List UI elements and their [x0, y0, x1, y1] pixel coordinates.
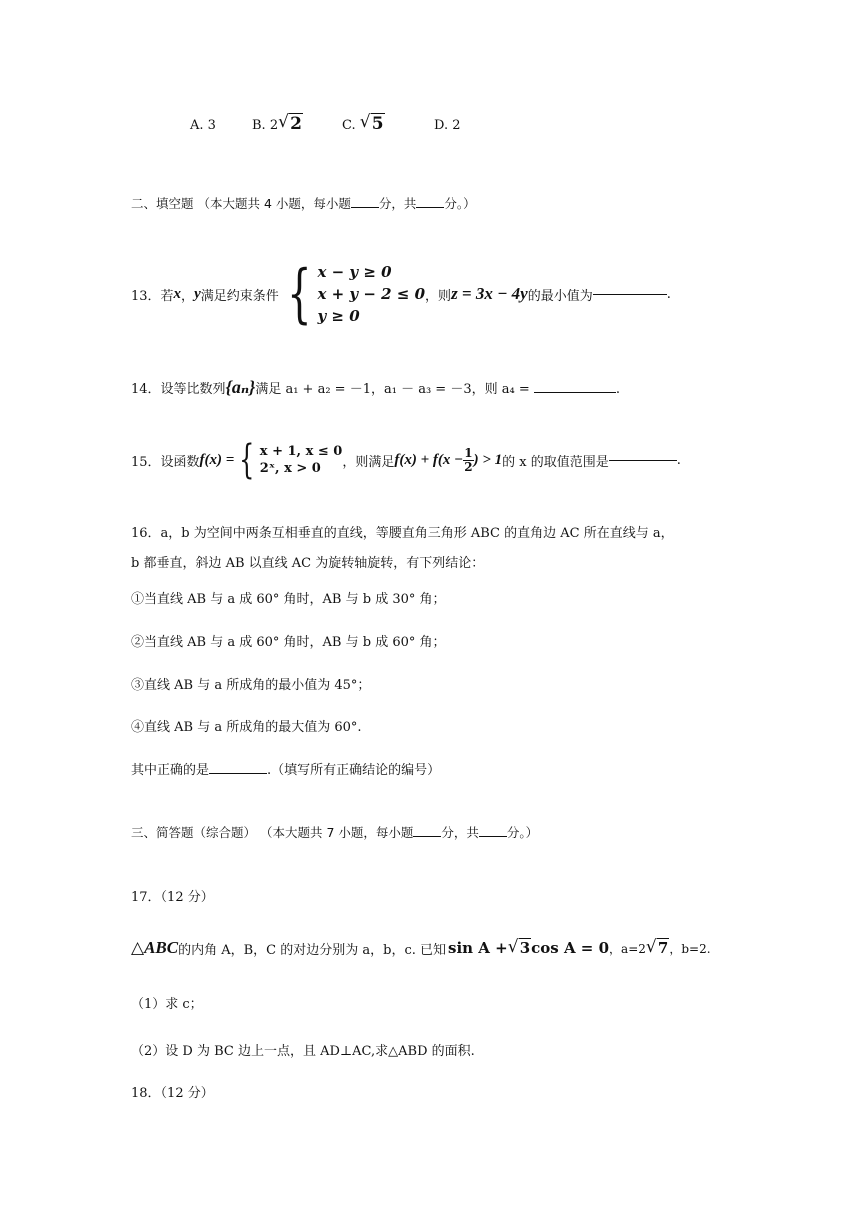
option-c-prefix: C.: [342, 118, 356, 133]
question-16-line1: 16．a，b 为空间中两条互相垂直的直线，等腰直角三角形 ABC 的直角边 AC 所在直线与 a，: [131, 526, 674, 541]
statement-3: ③直线 AB 与 a 所成角的最小值为 45°；: [131, 678, 371, 693]
constraint-system: { x − y ≥ 0 x + y − 2 ≤ 0 y ≥ 0: [286, 257, 426, 331]
question-17-part2: （2）设 D 为 BC 边上一点，且 AD⊥AC,求△ABD 的面积.: [131, 1044, 475, 1059]
sqrt-icon: √ 5: [360, 114, 385, 134]
question-16-conclusion: 其中正确的是 .（填写所有正确结论的编号）: [131, 763, 441, 778]
question-18-number: 18．（12 分）: [131, 1086, 214, 1101]
question-16-line2: b 都垂直，斜边 AB 以直线 AC 为旋转轴旋转，有下列结论：: [131, 556, 485, 571]
statement-2: ②当直线 AB 与 a 成 60° 角时，AB 与 b 成 60° 角；: [131, 635, 446, 650]
question-13: 13．若 x ， y 满足约束条件 { x − y ≥ 0 x + y − 2 ≤ 0 y ≥ 0 ，则 z = 3x − 4y 的最小值为 .: [131, 257, 671, 331]
piecewise-function: { x + 1, x ≤ 0 2ˣ, x > 0: [239, 437, 343, 483]
option-b: [252, 114, 303, 134]
statement-4: ④直线 AB 与 a 所成角的最大值为 60°.: [131, 720, 362, 735]
question-14: 14．设等比数列{aₙ}满足 a₁ + a₂ = －1，a₁ － a₃ = －3，则 a₄ = .: [131, 377, 620, 397]
sqrt-icon: √ 3: [508, 939, 531, 957]
fraction: $\frac{1}{2}$: [464, 445, 473, 474]
option-a: A. 3: [190, 118, 216, 133]
option-c: [342, 114, 385, 134]
section3-heading: 三、简答题（综合题） （本大题共 7 小题，每小题 分，共 分。）: [131, 825, 539, 840]
question-17-number: 17．（12 分）: [131, 890, 214, 905]
question-17-stem: △ABC 的内角 A，B，C 的对边分别为 a，b，c. 已知 sin A + √ 3 cos A = 0 ，a=2 √ 7 ，b=2.: [131, 938, 711, 958]
statement-1: ①当直线 AB 与 a 成 60° 角时，AB 与 b 成 30° 角；: [131, 592, 446, 607]
question-15: 15．设函数 f(x) = { x + 1, x ≤ 0 2ˣ, x > 0 ，则满足 f(x) + f(x − $\frac{1}{2}$ ) > 1 的 x 的取值范围是 .: [131, 437, 681, 483]
question-17-part1: （1）求 c；: [131, 997, 203, 1012]
option-d: D. 2: [434, 118, 461, 133]
option-b-prefix: B. 2: [252, 118, 279, 133]
sqrt-icon: √ 7: [646, 939, 669, 957]
section2-heading: 二、填空题 （本大题共 4 小题，每小题 分，共 分。）: [131, 196, 476, 211]
sqrt-icon: √ 2: [278, 114, 303, 134]
